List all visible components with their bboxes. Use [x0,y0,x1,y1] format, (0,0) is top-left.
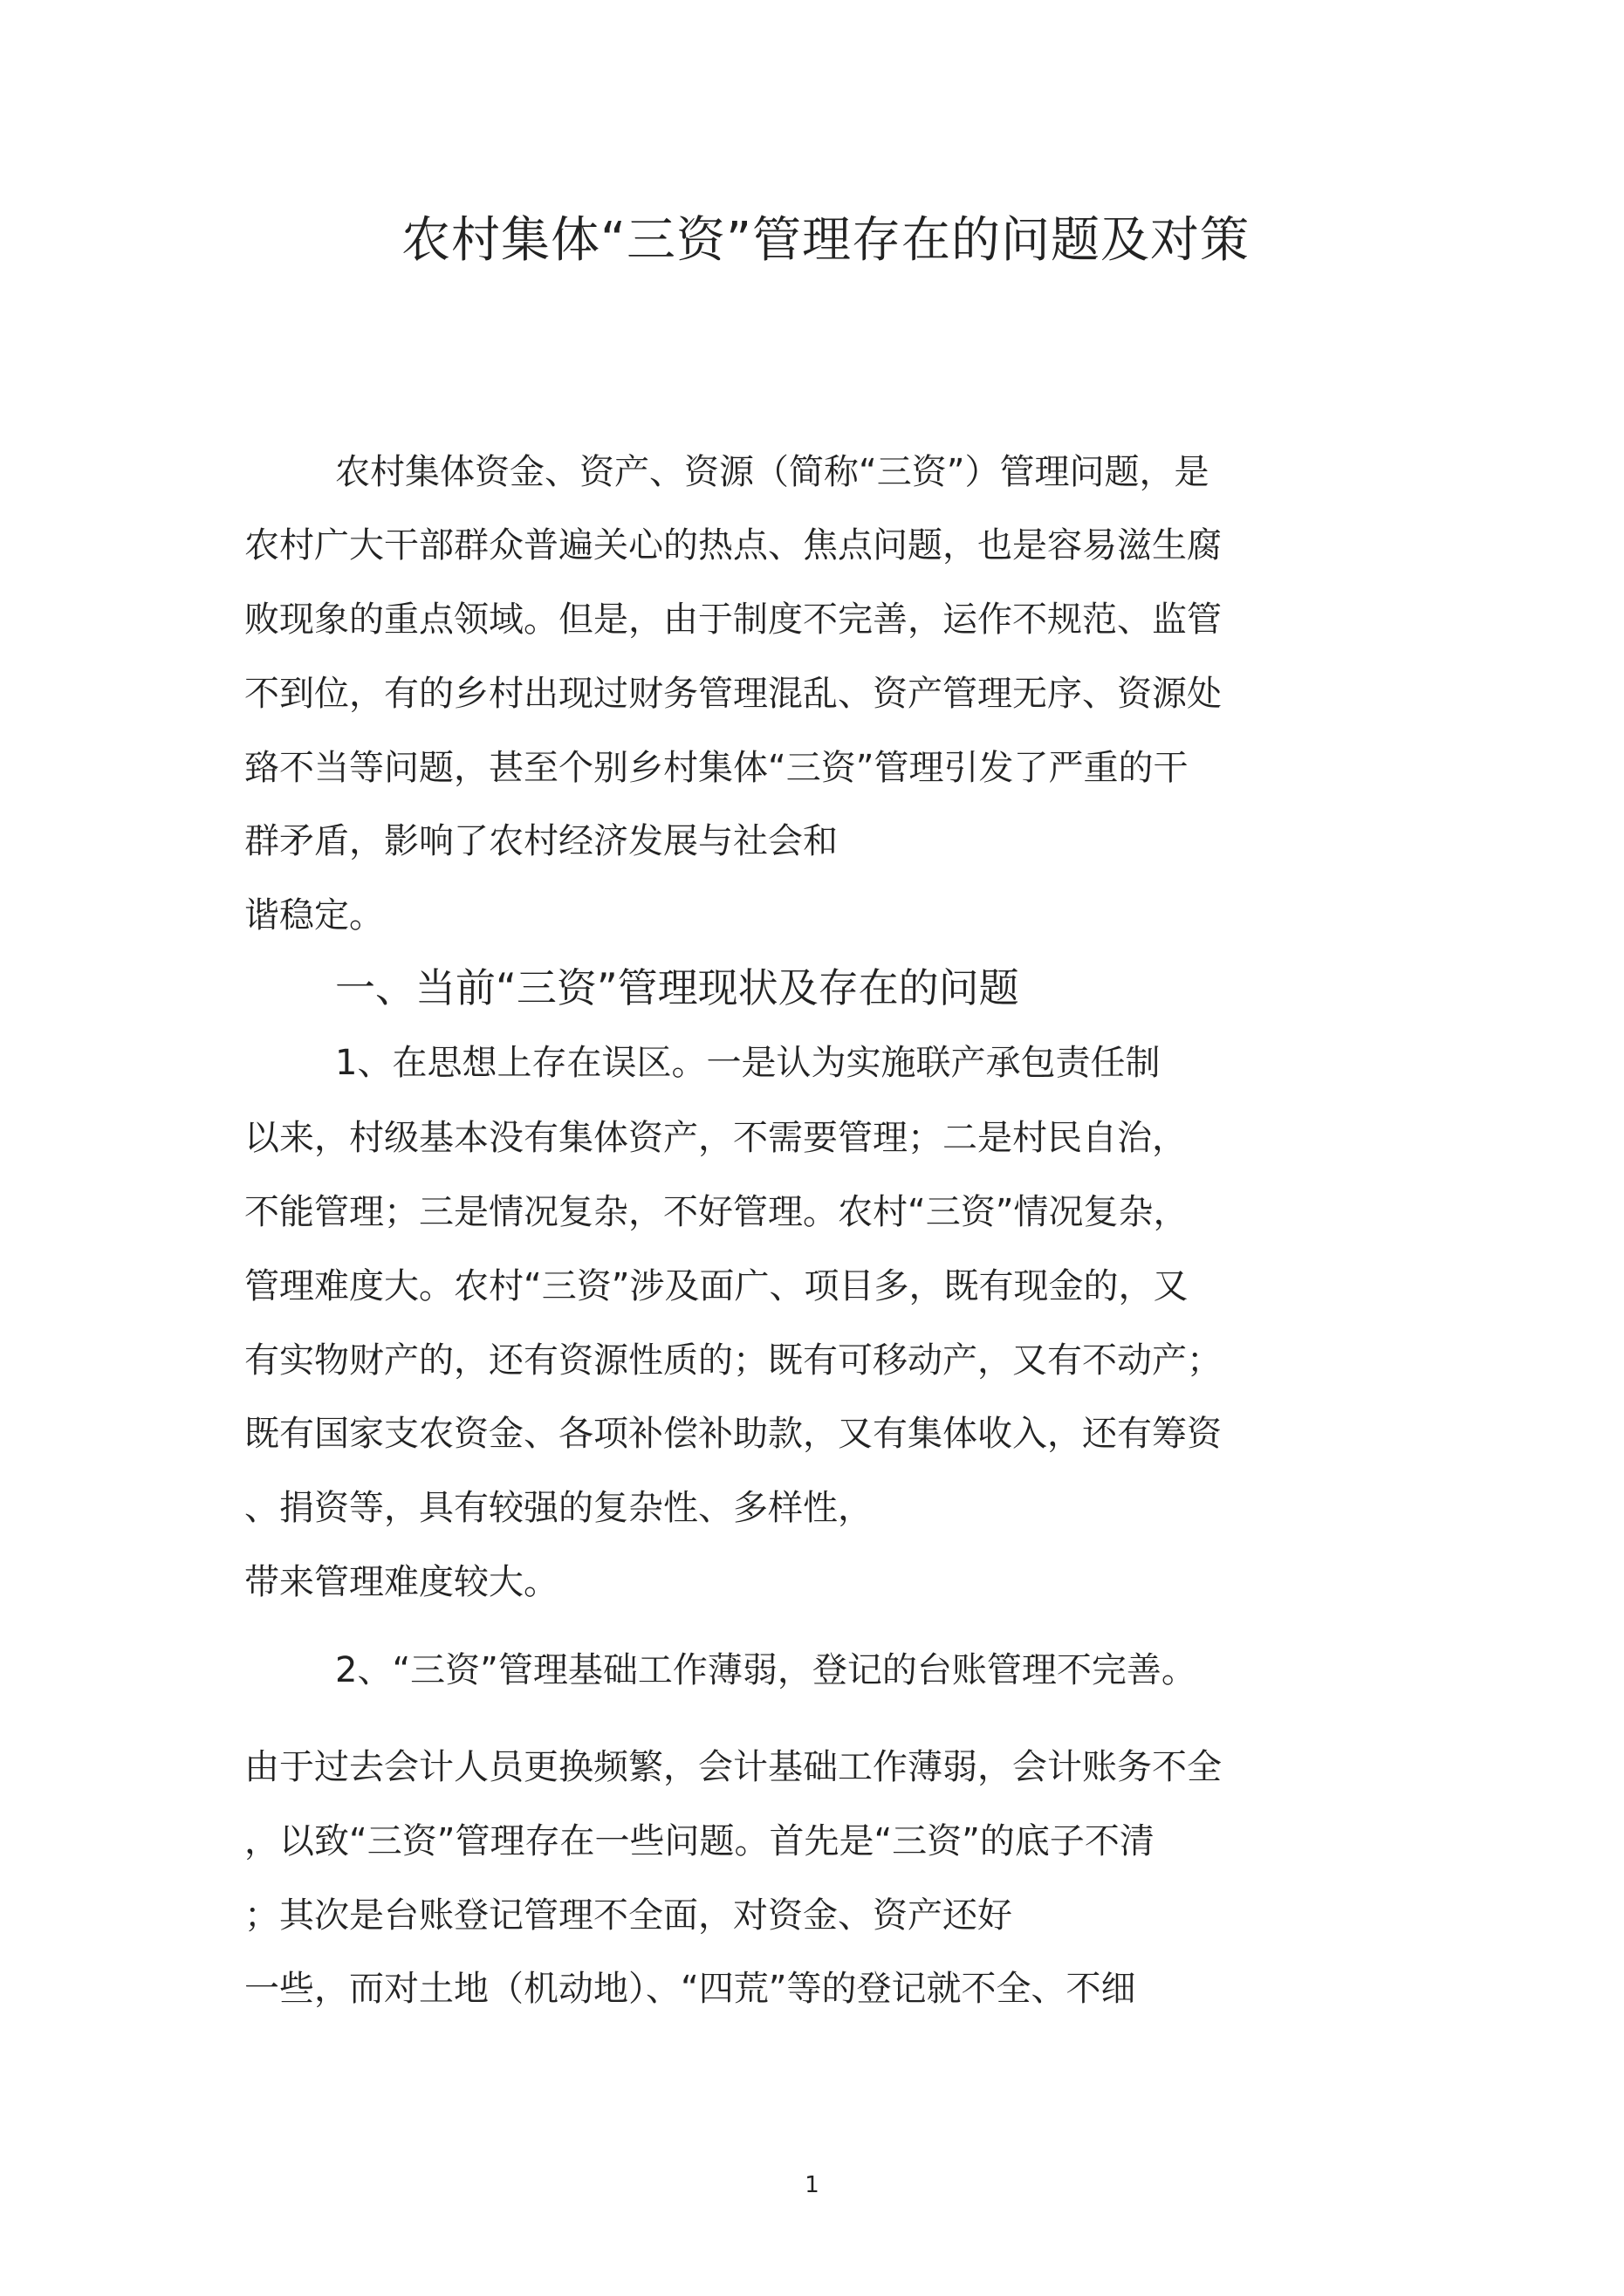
intro-line: 败现象的重点领域。但是，由于制度不完善，运作不规范、监管 [244,600,1222,640]
document-title: 农村集体“三资”管理存在的问题及对策 [401,212,1251,269]
point1-line: 、捐资等，具有较强的复杂性、多样性， [244,1488,873,1528]
point2-heading: 2、“三资”管理基础工作薄弱，登记的台账管理不完善。 [335,1650,1196,1690]
intro-line: 群矛盾，影响了农村经济发展与社会和 [244,821,838,861]
point1-line: 既有国家支农资金、各项补偿补助款，又有集体收入，还有筹资 [244,1414,1222,1454]
point2-line: 一些，而对土地（机动地）、“四荒”等的登记就不全、不细 [244,1969,1136,2009]
intro-line: 不到位，有的乡村出现过财务管理混乱、资产管理无序、资源处 [244,674,1222,714]
point1-line: 不能管理；三是情况复杂，不好管理。农村“三资”情况复杂， [244,1192,1189,1232]
point2-line: ；其次是台账登记管理不全面，对资金、资产还好 [244,1895,1012,1936]
intro-line: 农村集体资金、资产、资源（简称“三资”）管理问题，是 [335,452,1209,492]
point1-line: 管理难度大。农村“三资”涉及面广、项目多，既有现金的，又 [244,1266,1189,1306]
point2-line: ，以致“三资”管理存在一些问题。首先是“三资”的底子不清 [244,1821,1155,1861]
intro-line: 谐稳定。 [244,895,384,936]
point1-line: 带来管理难度较大。 [244,1562,558,1602]
intro-line: 农村广大干部群众普遍关心的热点、焦点问题，也是容易滋生腐 [244,525,1222,565]
intro-line: 臵不当等问题，甚至个别乡村集体“三资”管理引发了严重的干 [244,748,1189,788]
point1-line: 1、在思想上存在误区。一是认为实施联产承包责任制 [335,1043,1161,1083]
point2-line: 由于过去会计人员更换频繁，会计基础工作薄弱，会计账务不全 [244,1747,1222,1787]
section-heading: 一、当前“三资”管理现状及存在的问题 [335,964,1019,1011]
page-number: 1 [805,2172,819,2198]
point1-line: 有实物财产的，还有资源性质的；既有可移动产，又有不动产； [244,1340,1222,1381]
point1-line: 以来，村级基本没有集体资产，不需要管理；二是村民自治， [244,1118,1187,1158]
